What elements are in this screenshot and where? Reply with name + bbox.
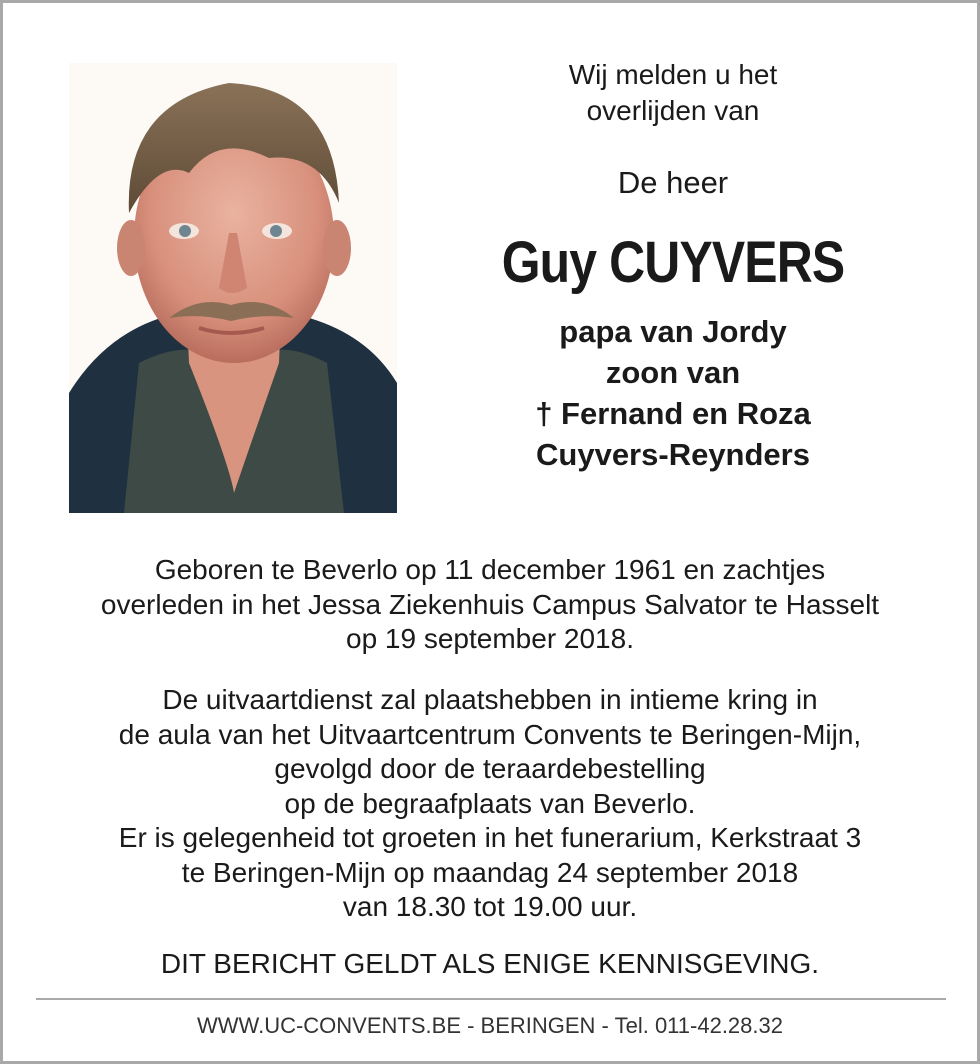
paragraph-line: Er is gelegenheid tot groeten in het funerarium, Kerkstraat 3 <box>118 822 862 853</box>
notice-line: DIT BERICHT GELDT ALS ENIGE KENNISGEVING. <box>160 948 820 979</box>
funeral-paragraph <box>3 683 977 925</box>
paragraph-line: overleden in het Jessa Ziekenhuis Campus Salvator te Hasselt <box>100 588 880 620</box>
deceased-name: Guy CUYVERS <box>501 230 845 295</box>
paragraph-line: van 18.30 tot 19.00 uur. <box>342 891 638 922</box>
honorific: De heer <box>617 165 729 200</box>
intro-line: overlijden van <box>586 95 760 126</box>
paragraph-line: gevolgd door de teraardebestelling <box>274 753 706 784</box>
family-line: Cuyvers-Reynders <box>536 437 810 472</box>
family-list <box>423 311 923 475</box>
intro-text <box>423 57 923 129</box>
paragraph-line: De uitvaartdienst zal plaatshebben in intieme kring in <box>162 684 818 715</box>
divider <box>36 998 946 1000</box>
paragraph-line: op de begraafplaats van Beverlo. <box>284 787 696 819</box>
footer-contact: WWW.UC-CONVENTS.BE - BERINGEN - Tel. 011-42.28.32 <box>197 1013 783 1038</box>
birth-death-paragraph <box>3 553 977 657</box>
intro-line: Wij melden u het <box>568 59 778 90</box>
family-line: zoon van <box>605 355 741 390</box>
paragraph-line: op 19 september 2018. <box>346 623 634 654</box>
family-line: papa van Jordy <box>559 314 787 349</box>
paragraph-line: te Beringen-Mijn op maandag 24 september 2018 <box>181 856 799 888</box>
paragraph-line: de aula van het Uitvaartcentrum Convents te Beringen-Mijn, <box>118 718 862 750</box>
family-line: † Fernand en Roza <box>535 396 811 431</box>
portrait-photo <box>69 63 397 513</box>
paragraph-line: Geboren te Beverlo op 11 december 1961 en zachtjes <box>154 554 826 585</box>
announcement-block <box>423 53 923 475</box>
